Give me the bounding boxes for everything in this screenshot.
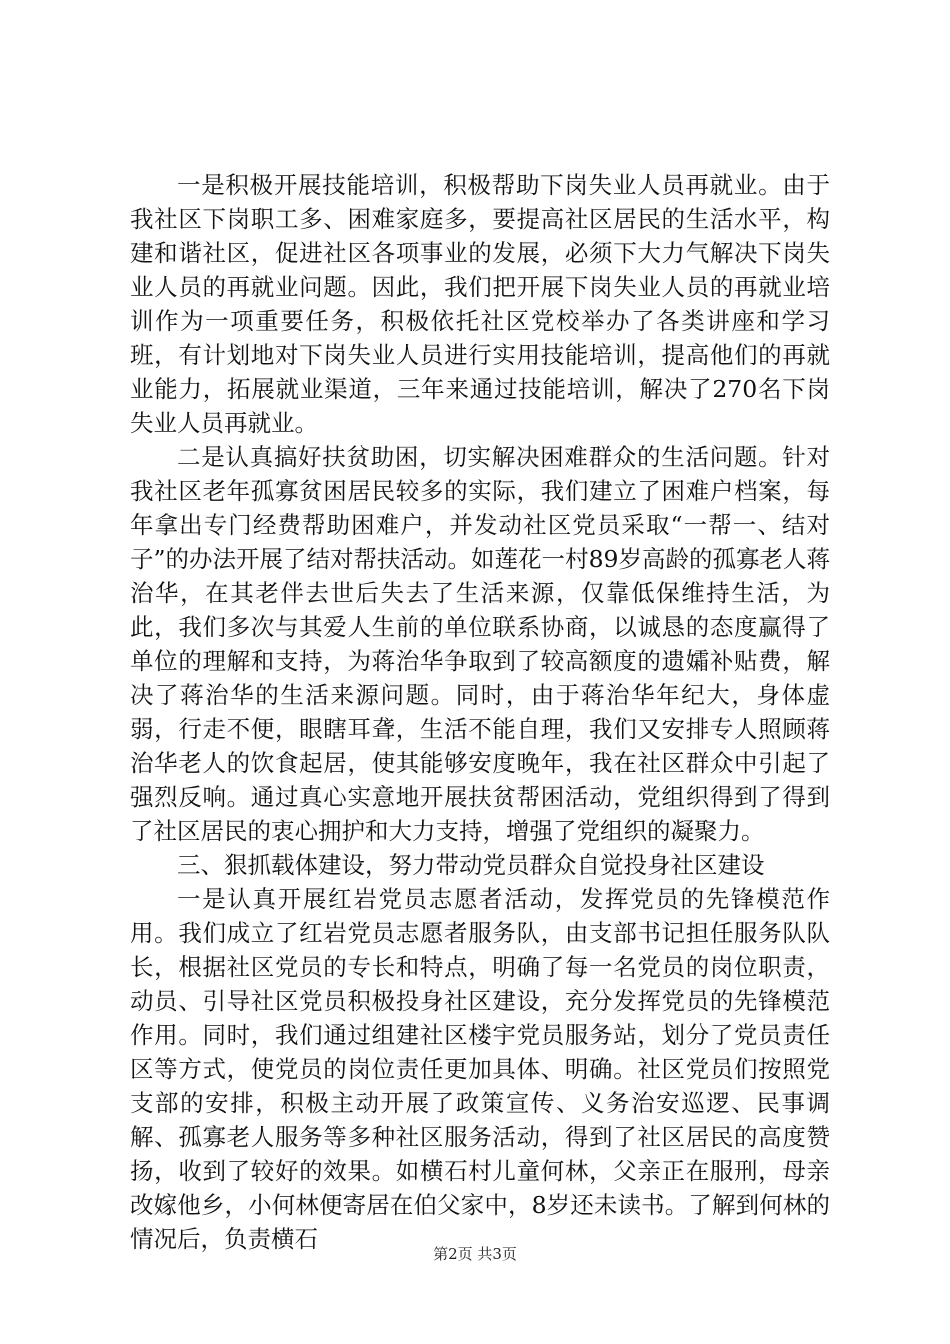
page-number-footer: 第2页 共3页	[433, 1245, 517, 1263]
document-body	[130, 168, 830, 1256]
section-heading-carrier-building: 三、狠抓载体建设，努力带动党员群众自觉投身社区建设	[177, 851, 765, 879]
paragraph-skills-training: 一是积极开展技能培训，积极帮助下岗失业人员再就业。由于我社区下岗职工多、困难家庭多，要提高社区居民的生活水平，构建和谐社区，促进社区各项事业的发展，必须下大力气解决下岗失业人员的再就业问题。因此，我们把开展下岗失业人员的再就业培训作为一项重要任务，积极依托社区党校举办了各类讲座和学习班，有计划地对下岗失业人员进行实用技能培训，提高他们的再就业能力，拓展就业渠道，三年来通过技能培训，解决了270名下岗失业人员再就业。	[130, 171, 830, 437]
paragraph-poverty-relief: 二是认真搞好扶贫助困，切实解决困难群众的生活问题。针对我社区老年孤寡贫困居民较多的实际，我们建立了困难户档案，每年拿出专门经费帮助困难户，并发动社区党员采取“一帮一、结对子”的办法开展了结对帮扶活动。如莲花一村89岁高龄的孤寡老人蒋治华，在其老伴去世后失去了生活来源，仅靠低保维持生活，为此，我们多次与其爱人生前的单位联系协商，以诚恳的态度赢得了单位的理解和支持，为蒋治华争取到了较高额度的遗孀补贴费，解决了蒋治华的生活来源问题。同时，由于蒋治华年纪大，身体虚弱，行走不便，眼瞎耳聋，生活不能自理，我们又安排专人照顾蒋治华老人的饮食起居，使其能够安度晚年，我在社区群众中引起了强烈反响。通过真心实意地开展扶贫帮困活动，党组织得到了得到了社区居民的衷心拥护和大力支持，增强了党组织的凝聚力。	[130, 443, 830, 845]
paragraph-volunteer-activity: 一是认真开展红岩党员志愿者活动，发挥党员的先锋模范作用。我们成立了红岩党员志愿者服务队，由支部书记担任服务队队长，根据社区党员的专长和特点，明确了每一名党员的岗位职责，动员、引导社区党员积极投身社区建设，充分发挥党员的先锋模范作用。同时，我们通过组建社区楼宇党员服务站，划分了党员责任区等方式，使党员的岗位责任更加具体、明确。社区党员们按照党支部的安排，积极主动开展了政策宣传、义务治安巡逻、民事调解、孤寡老人服务等多种社区服务活动，得到了社区居民的高度赞扬，收到了较好的效果。如横石村儿童何林，父亲正在服刑，母亲改嫁他乡，小何林便寄居在伯父家中，8岁还未读书。了解到何林的情况后，负责横石	[130, 885, 830, 1253]
